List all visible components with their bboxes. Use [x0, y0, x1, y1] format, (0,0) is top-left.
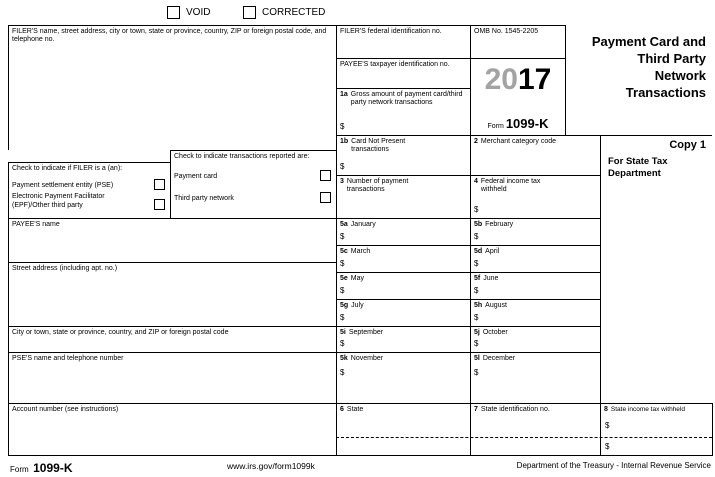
void-checkbox[interactable] — [167, 6, 180, 19]
payee-tin-cell — [336, 58, 470, 88]
box-4-number: 4 — [474, 178, 478, 185]
footer-website: www.irs.gov/form1099k — [227, 461, 315, 471]
box-5g-label: July — [351, 302, 364, 309]
box-5i-label: September — [348, 329, 384, 336]
payment-card-label: Payment card — [174, 173, 218, 180]
box-5j-cell — [470, 326, 600, 352]
payee-name-label: PAYEE'S name — [12, 221, 60, 228]
form-word: Form — [487, 123, 504, 131]
box-5i-dollar: $ — [340, 339, 345, 349]
box-5c-number: 5c — [340, 248, 348, 255]
box-6-cell — [336, 403, 470, 455]
box-4-cell — [470, 175, 600, 218]
box-5k-number: 5k — [340, 355, 348, 362]
epf-checkbox[interactable] — [154, 199, 165, 210]
box-6-label: State — [346, 406, 364, 413]
box-5i-cell — [336, 326, 470, 352]
box-5d-number: 5d — [474, 248, 483, 255]
box-1b-label: Card Not Present transactions — [351, 138, 406, 154]
form-title-line: Network — [654, 68, 706, 83]
form-title — [592, 33, 706, 101]
form-bottom-border — [8, 455, 713, 456]
form-title-line: Payment Card and — [591, 34, 706, 49]
box-5k-label: November — [350, 355, 384, 362]
box-8-cell — [600, 403, 712, 455]
year-prefix: 20 — [484, 63, 518, 96]
box-5h-dollar: $ — [474, 313, 479, 323]
box-1b-dollar: $ — [340, 162, 345, 172]
city-cell — [8, 326, 336, 352]
box-5h-cell — [470, 299, 600, 326]
box-7-number: 7 — [474, 406, 478, 413]
box-5b-dollar: $ — [474, 232, 479, 242]
box-5d-label: April — [485, 248, 500, 255]
form-number — [471, 116, 565, 132]
box-1a-dollar: $ — [340, 122, 345, 132]
pse-option-label: Payment settlement entity (PSE) — [12, 182, 114, 189]
box-5c-label: March — [350, 248, 371, 255]
box-2-number: 2 — [474, 138, 478, 145]
box-5h-number: 5h — [474, 302, 483, 309]
third-party-network-checkbox[interactable] — [320, 192, 331, 203]
box-5j-label: October — [482, 329, 508, 336]
box-1b-number: 1b — [340, 138, 349, 145]
pse-name-label: PSE'S name and telephone number — [12, 355, 124, 362]
box-5a-dollar: $ — [340, 232, 345, 242]
box-5j-dollar: $ — [474, 339, 479, 349]
omb-label: OMB No. 1545-2205 — [474, 28, 539, 35]
filer-fed-id-cell — [336, 25, 470, 58]
box-5h-label: August — [485, 302, 507, 309]
box-5c-cell — [336, 245, 470, 272]
box-5d-dollar: $ — [474, 259, 479, 269]
box-4-label: Federal income tax withheld — [480, 178, 541, 194]
box-7-cell — [470, 403, 600, 455]
box-6-number: 6 — [340, 406, 344, 413]
transaction-type-option — [174, 170, 333, 181]
account-number-label: Account number (see instructions) — [12, 406, 119, 413]
payee-tin-label: PAYEE'S taxpayer identification no. — [340, 61, 450, 68]
copy-for-line: Department — [608, 168, 661, 180]
box-5e-cell — [336, 272, 470, 299]
box-2-label: Merchant category code — [480, 138, 557, 145]
void-label: VOID — [186, 7, 211, 18]
title-area — [565, 25, 712, 135]
year-text — [474, 62, 562, 98]
box-4-dollar: $ — [474, 205, 479, 215]
filer-address-cell — [8, 25, 336, 150]
form-number-text: 1099-K — [505, 116, 549, 132]
box-5g-cell — [336, 299, 470, 326]
box-5j-number: 5j — [474, 329, 480, 336]
city-label: City or town, state or province, country, and ZIP or foreign postal code — [12, 329, 229, 336]
box-2-cell — [470, 135, 600, 175]
copy-label: Copy 1 — [669, 139, 706, 151]
box-5d-cell — [470, 245, 600, 272]
box-5a-cell — [336, 218, 470, 245]
payment-card-checkbox[interactable] — [320, 170, 331, 181]
box-5f-number: 5f — [474, 275, 481, 282]
transaction-type-option — [174, 192, 333, 203]
box-8-number: 8 — [604, 406, 608, 413]
form-title-line: Transactions — [625, 85, 706, 100]
box-5k-dollar: $ — [340, 368, 345, 377]
street-address-label: Street address (including apt. no.) — [12, 265, 118, 272]
pse-name-cell — [8, 352, 336, 403]
footer-form-word: Form — [10, 465, 29, 474]
filer-fed-id-label: FILER'S federal identification no. — [340, 28, 442, 35]
year-cell — [470, 58, 565, 135]
account-number-cell — [8, 403, 336, 455]
box-8-dollar-2: $ — [605, 442, 610, 451]
box-8-dollar-1: $ — [605, 421, 610, 430]
box-5i-number: 5i — [340, 329, 346, 336]
box-1b-cell — [336, 135, 470, 175]
box-5e-number: 5e — [340, 275, 348, 282]
box-5l-label: December — [482, 355, 516, 362]
copy-for-label — [604, 156, 709, 180]
box-5g-dollar: $ — [340, 313, 345, 323]
filer-type-option — [12, 179, 167, 190]
box-8-label: State income tax withheld — [610, 406, 685, 413]
copy-for-line: For State Tax — [608, 156, 668, 168]
filer-type-option — [12, 193, 167, 210]
box-3-cell — [336, 175, 470, 218]
box-5l-dollar: $ — [474, 368, 479, 377]
box-8-right-border — [712, 403, 713, 455]
epf-option-label: Electronic Payment Facilitator (EPF)/Other third party — [12, 193, 105, 209]
box-3-label: Number of payment transactions — [346, 178, 409, 194]
box-5k-cell — [336, 352, 470, 403]
box-5b-cell — [470, 218, 600, 245]
footer-form-number — [10, 459, 72, 477]
box-1a-cell — [336, 88, 470, 135]
state-row-dashed-divider — [336, 437, 712, 438]
box-5g-number: 5g — [340, 302, 349, 309]
pse-checkbox[interactable] — [154, 179, 165, 190]
footer-form-number-text: 1099-K — [33, 461, 73, 475]
box-5l-number: 5l — [474, 355, 480, 362]
box-1a-label: Gross amount of payment card/third party network transactions — [350, 91, 463, 107]
street-address-cell — [8, 262, 336, 326]
filer-address-label: FILER'S name, street address, city or town, state or province, country, ZIP or foreign postal code, and telephone no. — [12, 28, 327, 44]
transaction-type-header: Check to indicate transactions reported are: — [174, 153, 310, 160]
box-5e-label: May — [350, 275, 365, 282]
box-3-number: 3 — [340, 178, 344, 185]
box-5b-label: February — [485, 221, 514, 228]
copy-area — [600, 135, 712, 403]
payee-name-cell — [8, 218, 336, 262]
footer-department: Department of the Treasury - Internal Revenue Service — [516, 461, 711, 470]
box-5c-dollar: $ — [340, 259, 345, 269]
box-5b-number: 5b — [474, 221, 483, 228]
box-5l-cell — [470, 352, 600, 403]
box-5e-dollar: $ — [340, 286, 345, 296]
filer-type-cell — [8, 162, 170, 218]
transaction-type-cell — [170, 150, 336, 218]
box-5a-label: January — [350, 221, 376, 228]
box-5f-cell — [470, 272, 600, 299]
box-1a-number: 1a — [340, 91, 348, 98]
box-5a-number: 5a — [340, 221, 348, 228]
box-5f-dollar: $ — [474, 286, 479, 296]
corrected-checkbox[interactable] — [243, 6, 256, 19]
box-7-label: State identification no. — [480, 406, 550, 413]
year-suffix: 17 — [518, 63, 552, 96]
third-party-network-label: Third party network — [174, 195, 234, 202]
box-5f-label: June — [483, 275, 499, 282]
corrected-label: CORRECTED — [262, 7, 326, 18]
omb-cell — [470, 25, 565, 58]
form-title-line: Third Party — [637, 51, 706, 66]
filer-type-header: Check to indicate if FILER is a (an): — [12, 165, 123, 172]
